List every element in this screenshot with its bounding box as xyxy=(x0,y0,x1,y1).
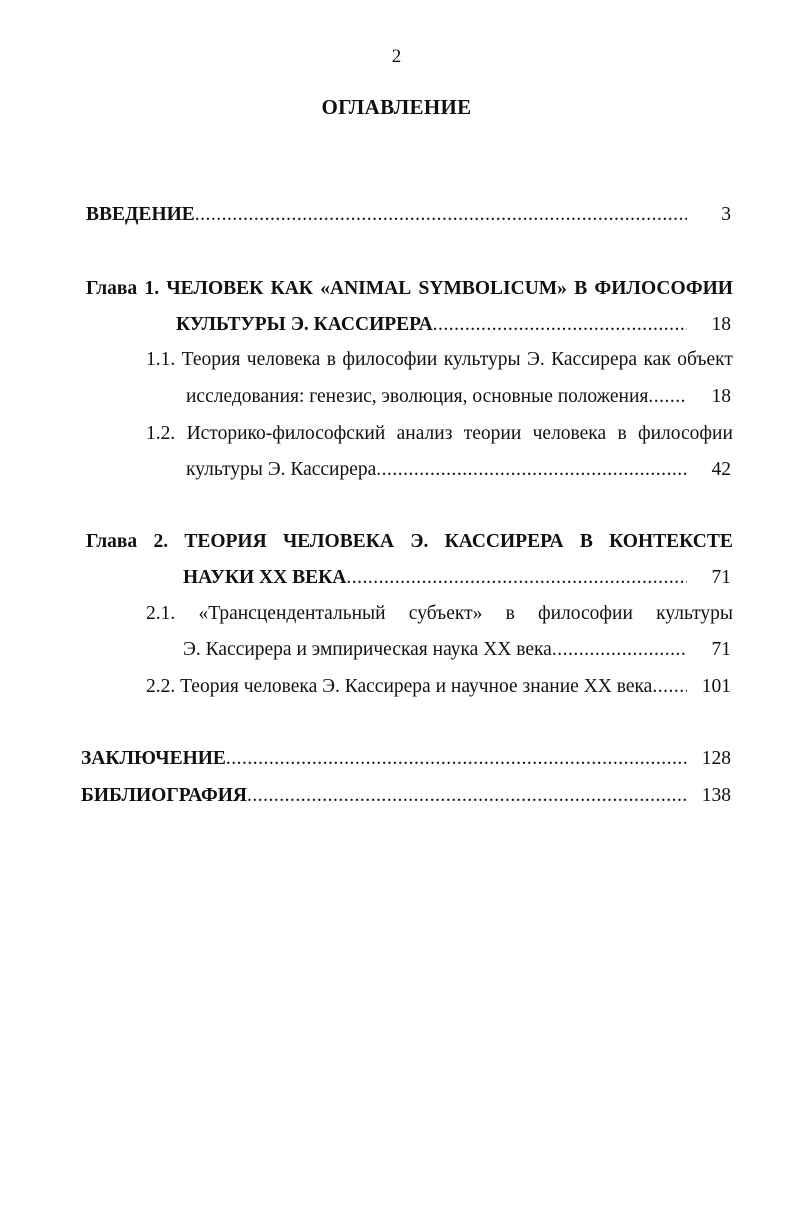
toc-label: культуры Э. Кассирера xyxy=(186,459,377,480)
dot-leader xyxy=(226,747,687,771)
toc-chapter2-heading[interactable] xyxy=(86,530,733,554)
dot-leader xyxy=(433,313,687,337)
toc-word: Глава xyxy=(86,531,138,552)
toc-section-1-1-continuation[interactable] xyxy=(186,385,731,409)
toc-section-1-2-continuation[interactable] xyxy=(186,458,731,482)
dot-leader xyxy=(648,385,687,409)
toc-word: философии xyxy=(342,349,438,370)
toc-word: ЧЕЛОВЕКА xyxy=(282,531,394,552)
toc-section-2-1-heading[interactable] xyxy=(146,602,733,626)
toc-word: 1.2. xyxy=(146,423,176,444)
toc-word: в xyxy=(617,423,627,444)
toc-word: субъект» xyxy=(408,603,483,624)
toc-word: Кассирера xyxy=(551,349,638,370)
toc-word: Глава xyxy=(86,278,138,299)
toc-page-number: 101 xyxy=(701,676,731,697)
page-title: ОГЛАВЛЕНИЕ xyxy=(321,95,472,119)
toc-entry-introduction[interactable] xyxy=(86,203,731,227)
toc-word: теории xyxy=(463,423,522,444)
dot-leader xyxy=(376,458,687,482)
toc-entry-bibliography[interactable] xyxy=(81,784,731,808)
toc-word: Э. xyxy=(526,349,545,370)
toc-word: культуры xyxy=(443,349,521,370)
dot-leader xyxy=(346,566,687,590)
toc-label: БИБЛИОГРАФИЯ xyxy=(81,785,248,806)
dot-leader xyxy=(195,203,687,227)
toc-label: Э. Кассирера и эмпирическая наука XX века xyxy=(183,639,552,660)
toc-word: объект xyxy=(677,349,733,370)
toc-section-1-2-heading[interactable] xyxy=(146,422,733,446)
toc-page-number: 3 xyxy=(721,204,731,225)
toc-word: SYMBOLICUM» xyxy=(418,278,567,299)
toc-chapter2-continuation[interactable] xyxy=(183,566,731,590)
toc-word: как xyxy=(643,349,671,370)
toc-word: Историко-философский xyxy=(186,423,386,444)
toc-chapter1-heading[interactable] xyxy=(86,277,733,301)
toc-label: ЗАКЛЮЧЕНИЕ xyxy=(81,748,226,769)
toc-section-2-2[interactable] xyxy=(146,675,731,699)
toc-chapter1-continuation[interactable] xyxy=(176,313,731,337)
dot-leader xyxy=(552,638,687,662)
toc-word: КАК xyxy=(270,278,313,299)
toc-page-number: 42 xyxy=(711,459,731,480)
toc-page-number: 71 xyxy=(711,639,731,660)
toc-page-number: 71 xyxy=(711,567,731,588)
toc-label: 2.2. Теория человека Э. Кассирера и научное знание XX века xyxy=(146,676,653,697)
toc-label: НАУКИ XX ВЕКА xyxy=(183,567,347,588)
dot-leader xyxy=(652,675,687,699)
toc-word: 2.1. xyxy=(146,603,176,624)
toc-word: культуры xyxy=(656,603,733,624)
toc-word: ТЕОРИЯ xyxy=(184,531,267,552)
toc-page-number: 128 xyxy=(701,748,731,769)
toc-word: В xyxy=(579,531,593,552)
toc-section-2-1-continuation[interactable] xyxy=(183,638,731,662)
toc-word: в xyxy=(505,603,515,624)
toc-word: «ANIMAL xyxy=(320,278,412,299)
dot-leader xyxy=(247,784,687,808)
toc-page-number: 18 xyxy=(711,314,731,335)
toc-word: Теория xyxy=(181,349,241,370)
toc-word: КАССИРЕРА xyxy=(444,531,564,552)
toc-section-1-1-heading[interactable] xyxy=(146,348,733,372)
toc-label: КУЛЬТУРЫ Э. КАССИРЕРА xyxy=(176,314,433,335)
toc-entry-conclusion[interactable] xyxy=(81,747,731,771)
toc-word: 1.1. xyxy=(146,349,176,370)
toc-word: ЧЕЛОВЕК xyxy=(166,278,264,299)
page-number: 2 xyxy=(391,46,402,67)
toc-page-number: 138 xyxy=(701,785,731,806)
toc-word: человека xyxy=(246,349,321,370)
toc-label: ВВЕДЕНИЕ xyxy=(86,204,195,225)
toc-word: Э. xyxy=(410,531,429,552)
toc-word: КОНТЕКСТЕ xyxy=(609,531,733,552)
toc-word: философии xyxy=(537,603,633,624)
toc-word: 2. xyxy=(153,531,169,552)
toc-word: 1. xyxy=(144,278,160,299)
toc-label: исследования: генезис, эволюция, основные положения xyxy=(186,386,649,407)
toc-word: «Трансцендентальный xyxy=(198,603,386,624)
toc-word: в xyxy=(326,349,336,370)
toc-page-number: 18 xyxy=(711,386,731,407)
toc-word: ФИЛОСОФИИ xyxy=(594,278,733,299)
toc-word: человека xyxy=(532,423,607,444)
toc-word: анализ xyxy=(396,423,453,444)
toc-word: философии xyxy=(637,423,733,444)
toc-word: В xyxy=(574,278,588,299)
